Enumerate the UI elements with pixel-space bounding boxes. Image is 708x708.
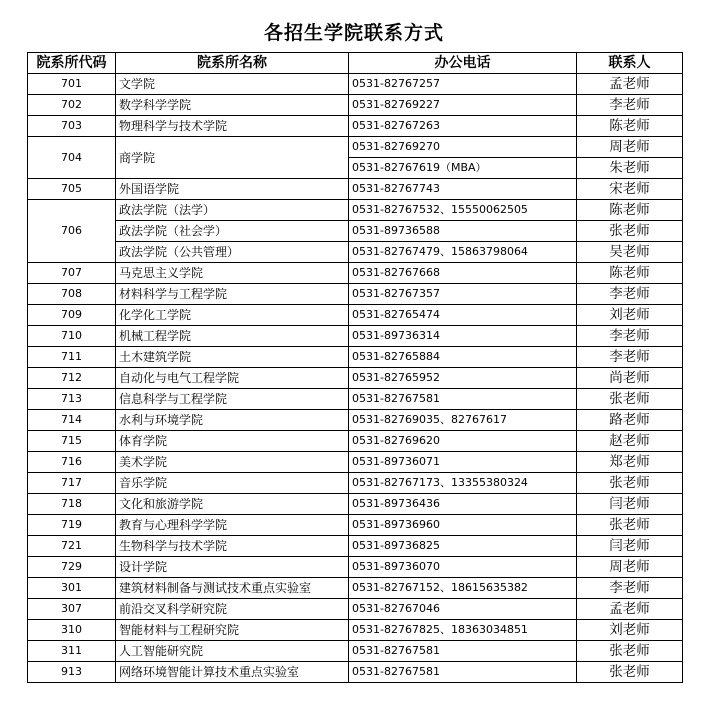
office-phone: 0531-82767532、15550062505 bbox=[349, 200, 577, 221]
table-row bbox=[28, 410, 683, 431]
office-phone: 0531-82767619（MBA） bbox=[349, 158, 577, 179]
table-row bbox=[28, 116, 683, 137]
dept-code: 710 bbox=[28, 326, 116, 347]
dept-name: 建筑材料制备与测试技术重点实验室 bbox=[116, 578, 349, 599]
contact-person: 周老师 bbox=[577, 557, 683, 578]
dept-name: 机械工程学院 bbox=[116, 326, 349, 347]
dept-name: 马克思主义学院 bbox=[116, 263, 349, 284]
dept-name: 政法学院（法学） bbox=[116, 200, 349, 221]
dept-code: 715 bbox=[28, 431, 116, 452]
contact-person: 赵老师 bbox=[577, 431, 683, 452]
office-phone: 0531-89736960 bbox=[349, 515, 577, 536]
page-title: 各招生学院联系方式 bbox=[263, 22, 444, 44]
contact-person: 李老师 bbox=[577, 326, 683, 347]
contact-person: 吴老师 bbox=[577, 242, 683, 263]
table-row bbox=[28, 284, 683, 305]
dept-code: 307 bbox=[28, 599, 116, 620]
office-phone: 0531-82767581 bbox=[349, 389, 577, 410]
office-phone: 0531-82769227 bbox=[349, 95, 577, 116]
table-row bbox=[28, 179, 683, 200]
dept-name: 网络环境智能计算技术重点实验室 bbox=[116, 662, 349, 683]
office-phone: 0531-82769270 bbox=[349, 137, 577, 158]
dept-code: 717 bbox=[28, 473, 116, 494]
contact-person: 张老师 bbox=[577, 641, 683, 662]
contact-person: 李老师 bbox=[577, 95, 683, 116]
dept-name: 文学院 bbox=[116, 74, 349, 95]
table-row bbox=[28, 200, 683, 221]
contact-person: 路老师 bbox=[577, 410, 683, 431]
office-phone: 0531-82767257 bbox=[349, 74, 577, 95]
contact-person: 陈老师 bbox=[577, 200, 683, 221]
dept-code: 701 bbox=[28, 74, 116, 95]
office-phone: 0531-82767263 bbox=[349, 116, 577, 137]
office-phone: 0531-82769035、82767617 bbox=[349, 410, 577, 431]
table-row bbox=[28, 494, 683, 515]
office-phone: 0531-82767152、18615635382 bbox=[349, 578, 577, 599]
dept-code: 311 bbox=[28, 641, 116, 662]
table-row bbox=[28, 221, 683, 242]
office-phone: 0531-82767479、15863798064 bbox=[349, 242, 577, 263]
table-row bbox=[28, 578, 683, 599]
office-phone: 0531-89736436 bbox=[349, 494, 577, 515]
contact-person: 宋老师 bbox=[577, 179, 683, 200]
table-row bbox=[28, 263, 683, 284]
dept-code: 721 bbox=[28, 536, 116, 557]
contact-person: 李老师 bbox=[577, 578, 683, 599]
office-phone: 0531-82767173、13355380324 bbox=[349, 473, 577, 494]
dept-code: 706 bbox=[28, 200, 116, 263]
header-contact: 联系人 bbox=[577, 53, 683, 74]
dept-code: 913 bbox=[28, 662, 116, 683]
dept-name: 水利与环境学院 bbox=[116, 410, 349, 431]
dept-name: 材料科学与工程学院 bbox=[116, 284, 349, 305]
dept-name: 设计学院 bbox=[116, 557, 349, 578]
dept-name: 体育学院 bbox=[116, 431, 349, 452]
header-phone: 办公电话 bbox=[349, 53, 577, 74]
office-phone: 0531-89736588 bbox=[349, 221, 577, 242]
header-row bbox=[28, 53, 683, 74]
table-row bbox=[28, 368, 683, 389]
dept-name: 政法学院（社会学） bbox=[116, 221, 349, 242]
dept-name: 化学化工学院 bbox=[116, 305, 349, 326]
contact-person: 孟老师 bbox=[577, 74, 683, 95]
contact-person: 孟老师 bbox=[577, 599, 683, 620]
dept-code: 711 bbox=[28, 347, 116, 368]
table-row bbox=[28, 74, 683, 95]
dept-name: 政法学院（公共管理） bbox=[116, 242, 349, 263]
dept-code: 713 bbox=[28, 389, 116, 410]
office-phone: 0531-82765884 bbox=[349, 347, 577, 368]
table-row bbox=[28, 620, 683, 641]
contact-person: 张老师 bbox=[577, 473, 683, 494]
table-row bbox=[28, 557, 683, 578]
office-phone: 0531-89736070 bbox=[349, 557, 577, 578]
dept-name: 土木建筑学院 bbox=[116, 347, 349, 368]
table-row bbox=[28, 515, 683, 536]
table-body bbox=[28, 74, 683, 683]
dept-name: 教育与心理科学学院 bbox=[116, 515, 349, 536]
office-phone: 0531-82767581 bbox=[349, 662, 577, 683]
office-phone: 0531-89736071 bbox=[349, 452, 577, 473]
dept-name: 信息科学与工程学院 bbox=[116, 389, 349, 410]
dept-name: 人工智能研究院 bbox=[116, 641, 349, 662]
dept-name: 美术学院 bbox=[116, 452, 349, 473]
office-phone: 0531-89736825 bbox=[349, 536, 577, 557]
table-row bbox=[28, 431, 683, 452]
dept-code: 703 bbox=[28, 116, 116, 137]
office-phone: 0531-82767743 bbox=[349, 179, 577, 200]
office-phone: 0531-82767357 bbox=[349, 284, 577, 305]
contacts-table bbox=[27, 52, 683, 683]
dept-code: 705 bbox=[28, 179, 116, 200]
header-code: 院系所代码 bbox=[28, 53, 116, 74]
table-row bbox=[28, 242, 683, 263]
dept-code: 310 bbox=[28, 620, 116, 641]
dept-name: 前沿交叉科学研究院 bbox=[116, 599, 349, 620]
contact-person: 张老师 bbox=[577, 662, 683, 683]
dept-name: 物理科学与技术学院 bbox=[116, 116, 349, 137]
office-phone: 0531-82767046 bbox=[349, 599, 577, 620]
dept-code: 704 bbox=[28, 137, 116, 179]
dept-code: 301 bbox=[28, 578, 116, 599]
contact-person: 陈老师 bbox=[577, 263, 683, 284]
office-phone: 0531-82765952 bbox=[349, 368, 577, 389]
dept-code: 712 bbox=[28, 368, 116, 389]
table-row bbox=[28, 137, 683, 158]
table-row bbox=[28, 389, 683, 410]
contact-person: 郑老师 bbox=[577, 452, 683, 473]
table-row bbox=[28, 536, 683, 557]
contact-person: 刘老师 bbox=[577, 305, 683, 326]
dept-code: 716 bbox=[28, 452, 116, 473]
contact-person: 陈老师 bbox=[577, 116, 683, 137]
dept-name: 智能材料与工程研究院 bbox=[116, 620, 349, 641]
dept-name: 生物科学与技术学院 bbox=[116, 536, 349, 557]
office-phone: 0531-82767825、18363034851 bbox=[349, 620, 577, 641]
contact-person: 朱老师 bbox=[577, 158, 683, 179]
dept-name: 数学科学学院 bbox=[116, 95, 349, 116]
table-row bbox=[28, 347, 683, 368]
dept-code: 719 bbox=[28, 515, 116, 536]
table-row bbox=[28, 473, 683, 494]
dept-name: 音乐学院 bbox=[116, 473, 349, 494]
contact-person: 张老师 bbox=[577, 221, 683, 242]
office-phone: 0531-89736314 bbox=[349, 326, 577, 347]
contact-person: 张老师 bbox=[577, 389, 683, 410]
table-row bbox=[28, 641, 683, 662]
office-phone: 0531-82769620 bbox=[349, 431, 577, 452]
dept-name: 自动化与电气工程学院 bbox=[116, 368, 349, 389]
table-row bbox=[28, 662, 683, 683]
contact-person: 周老师 bbox=[577, 137, 683, 158]
contact-person: 李老师 bbox=[577, 347, 683, 368]
table-row bbox=[28, 452, 683, 473]
table-row bbox=[28, 95, 683, 116]
office-phone: 0531-82767581 bbox=[349, 641, 577, 662]
office-phone: 0531-82765474 bbox=[349, 305, 577, 326]
dept-name: 商学院 bbox=[116, 137, 349, 179]
header-name: 院系所名称 bbox=[116, 53, 349, 74]
dept-code: 714 bbox=[28, 410, 116, 431]
dept-code: 718 bbox=[28, 494, 116, 515]
office-phone: 0531-82767668 bbox=[349, 263, 577, 284]
contact-person: 尚老师 bbox=[577, 368, 683, 389]
dept-name: 外国语学院 bbox=[116, 179, 349, 200]
dept-code: 707 bbox=[28, 263, 116, 284]
table-row bbox=[28, 305, 683, 326]
table-row bbox=[28, 599, 683, 620]
dept-code: 708 bbox=[28, 284, 116, 305]
contact-person: 闫老师 bbox=[577, 494, 683, 515]
dept-code: 729 bbox=[28, 557, 116, 578]
contact-person: 闫老师 bbox=[577, 536, 683, 557]
contact-person: 张老师 bbox=[577, 515, 683, 536]
dept-name: 文化和旅游学院 bbox=[116, 494, 349, 515]
contact-person: 刘老师 bbox=[577, 620, 683, 641]
contact-person: 李老师 bbox=[577, 284, 683, 305]
dept-code: 702 bbox=[28, 95, 116, 116]
table-row bbox=[28, 326, 683, 347]
dept-code: 709 bbox=[28, 305, 116, 326]
